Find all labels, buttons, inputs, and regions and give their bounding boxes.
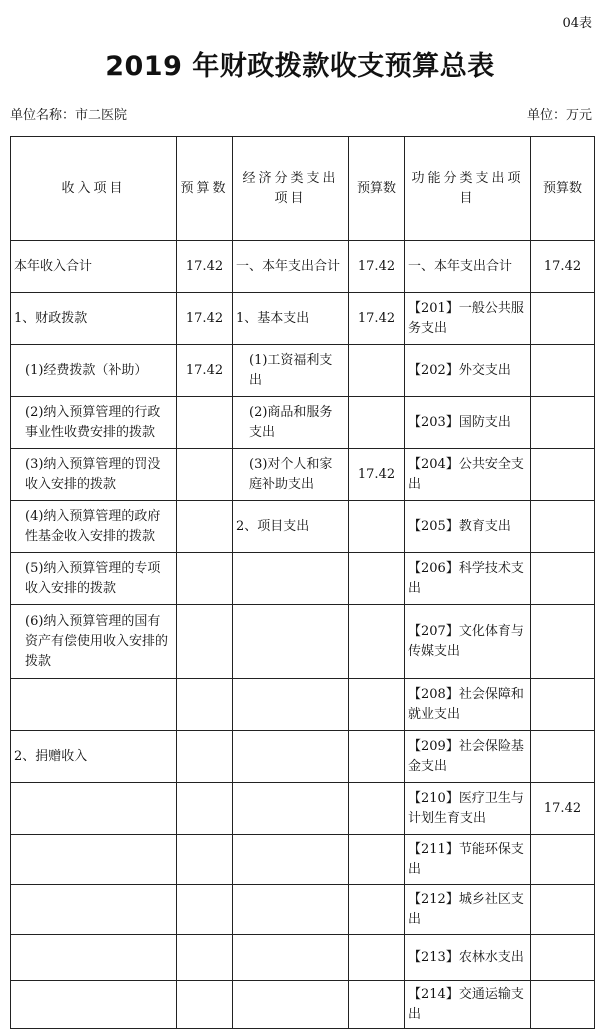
header-row (11, 137, 595, 241)
header-income: 收入项目 (11, 137, 177, 241)
budget-cell (177, 679, 233, 731)
budget-cell: 17.42 (349, 241, 405, 293)
budget-cell (531, 397, 595, 449)
econ-cell (233, 835, 349, 885)
table-row (11, 501, 595, 553)
budget-cell: 17.42 (349, 449, 405, 501)
budget-cell (177, 605, 233, 679)
func-cell: 【206】科学技术支出 (405, 553, 531, 605)
econ-cell: 1、基本支出 (233, 293, 349, 345)
budget-cell (349, 679, 405, 731)
econ-cell (233, 605, 349, 679)
budget-cell (531, 345, 595, 397)
income-cell: 1、财政拨款 (11, 293, 177, 345)
income-cell (11, 885, 177, 935)
income-cell (11, 679, 177, 731)
budget-cell (349, 835, 405, 885)
budget-cell (531, 449, 595, 501)
budget-cell (177, 449, 233, 501)
table-row (11, 783, 595, 835)
budget-cell (349, 553, 405, 605)
budget-cell (177, 501, 233, 553)
income-cell: (5)纳入预算管理的专项收入安排的拨款 (11, 553, 177, 605)
table-row (11, 241, 595, 293)
table-row (11, 679, 595, 731)
budget-cell (177, 731, 233, 783)
budget-cell (349, 501, 405, 553)
func-cell: 【212】城乡社区支出 (405, 885, 531, 935)
budget-cell (349, 783, 405, 835)
func-cell: 【210】医疗卫生与计划生育支出 (405, 783, 531, 835)
econ-cell (233, 783, 349, 835)
table-row (11, 835, 595, 885)
budget-cell (349, 981, 405, 1029)
header-budget-3: 预算数 (531, 137, 595, 241)
budget-cell (177, 835, 233, 885)
table-row (11, 731, 595, 783)
page-title: 2019 年财政拨款收支预算总表 (105, 51, 495, 82)
income-cell (11, 783, 177, 835)
header-budget-2: 预算数 (349, 137, 405, 241)
header-func: 功能分类支出项目 (405, 137, 531, 241)
budget-cell (531, 981, 595, 1029)
table-row (11, 397, 595, 449)
header-budget-1: 预算数 (177, 137, 233, 241)
budget-cell: 17.42 (531, 241, 595, 293)
func-cell: 【209】社会保险基金支出 (405, 731, 531, 783)
func-cell: 【202】外交支出 (405, 345, 531, 397)
budget-cell (531, 835, 595, 885)
budget-cell (177, 885, 233, 935)
budget-table (10, 136, 595, 1029)
budget-cell: 17.42 (177, 293, 233, 345)
econ-cell (233, 981, 349, 1029)
budget-cell (531, 935, 595, 981)
budget-cell (531, 293, 595, 345)
table-row (11, 449, 595, 501)
budget-cell (177, 981, 233, 1029)
func-cell: 【205】教育支出 (405, 501, 531, 553)
budget-cell (349, 731, 405, 783)
table-row (11, 345, 595, 397)
income-cell: (3)纳入预算管理的罚没收入安排的拨款 (11, 449, 177, 501)
table-row (11, 605, 595, 679)
econ-cell (233, 885, 349, 935)
budget-cell (531, 679, 595, 731)
budget-cell: 17.42 (177, 241, 233, 293)
income-cell: (2)纳入预算管理的行政事业性收费安排的拨款 (11, 397, 177, 449)
func-cell: 【208】社会保障和就业支出 (405, 679, 531, 731)
table-row (11, 981, 595, 1029)
budget-cell (349, 935, 405, 981)
table-row (11, 885, 595, 935)
budget-cell (531, 605, 595, 679)
econ-cell: 2、项目支出 (233, 501, 349, 553)
income-cell: (6)纳入预算管理的国有资产有偿使用收入安排的拨款 (11, 605, 177, 679)
budget-cell (531, 553, 595, 605)
econ-cell (233, 731, 349, 783)
func-cell: 【207】文化体育与传媒支出 (405, 605, 531, 679)
func-cell: 【203】国防支出 (405, 397, 531, 449)
func-cell: 【204】公共安全支出 (405, 449, 531, 501)
income-cell (11, 835, 177, 885)
func-cell: 一、本年支出合计 (405, 241, 531, 293)
table-row (11, 553, 595, 605)
budget-cell (531, 885, 595, 935)
budget-cell (531, 731, 595, 783)
budget-cell (349, 345, 405, 397)
income-cell: 本年收入合计 (11, 241, 177, 293)
unit-name: 单位名称：市二医院 (10, 108, 128, 123)
budget-cell (177, 935, 233, 981)
currency-unit: 单位：万元 (526, 108, 592, 123)
income-cell: 2、捐赠收入 (11, 731, 177, 783)
income-cell: (4)纳入预算管理的政府性基金收入安排的拨款 (11, 501, 177, 553)
econ-cell (233, 679, 349, 731)
budget-cell (177, 397, 233, 449)
budget-cell (349, 397, 405, 449)
econ-cell: (3)对个人和家庭补助支出 (233, 449, 349, 501)
budget-cell: 17.42 (349, 293, 405, 345)
econ-cell (233, 553, 349, 605)
form-code: 04表 (562, 16, 592, 31)
table-row (11, 293, 595, 345)
budget-cell (349, 605, 405, 679)
income-cell (11, 935, 177, 981)
econ-cell: (1)工资福利支出 (233, 345, 349, 397)
econ-cell: (2)商品和服务支出 (233, 397, 349, 449)
income-cell: (1)经费拨款（补助） (11, 345, 177, 397)
budget-cell (349, 885, 405, 935)
econ-cell: 一、本年支出合计 (233, 241, 349, 293)
func-cell: 【211】节能环保支出 (405, 835, 531, 885)
income-cell (11, 981, 177, 1029)
budget-cell (177, 553, 233, 605)
econ-cell (233, 935, 349, 981)
func-cell: 【213】农林水支出 (405, 935, 531, 981)
budget-cell (531, 501, 595, 553)
func-cell: 【214】交通运输支出 (405, 981, 531, 1029)
func-cell: 【201】一般公共服务支出 (405, 293, 531, 345)
budget-cell: 17.42 (177, 345, 233, 397)
table-row (11, 935, 595, 981)
budget-cell (177, 783, 233, 835)
header-econ: 经济分类支出项目 (233, 137, 349, 241)
budget-cell: 17.42 (531, 783, 595, 835)
